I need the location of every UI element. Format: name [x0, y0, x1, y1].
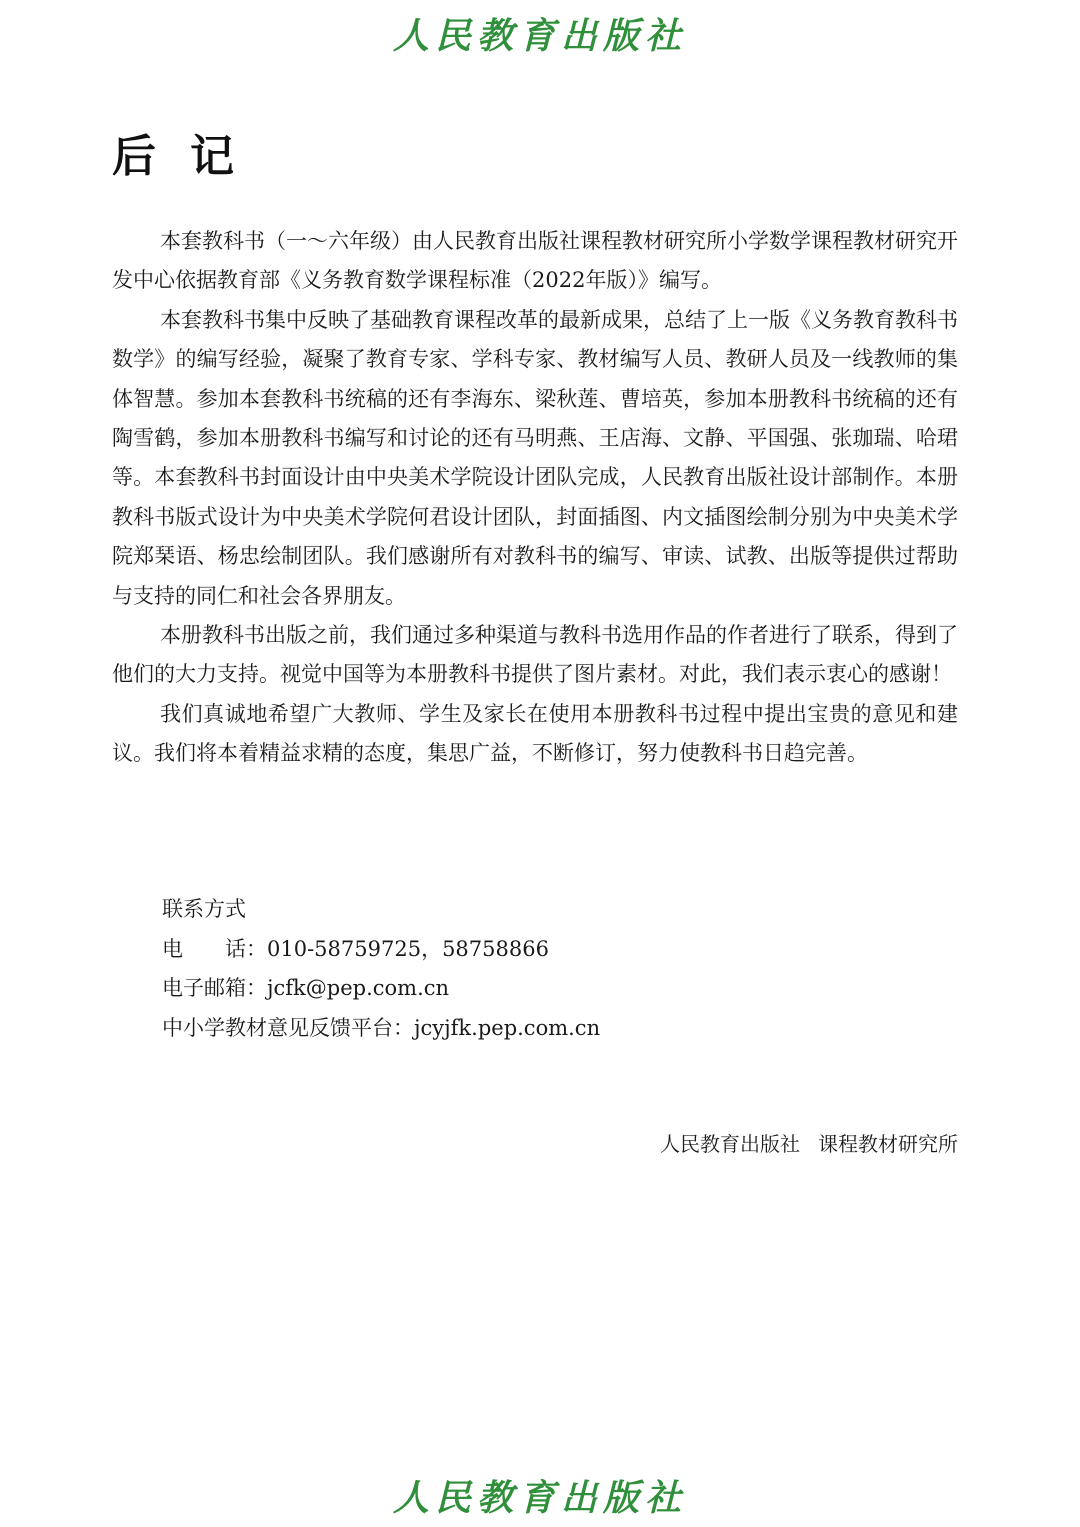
- paragraph-3: 本册教科书出版之前，我们通过多种渠道与教科书选用作品的作者进行了联系，得到了他们的大力支持。视觉中国等为本册教科书提供了图片素材。对此，我们表示衷心的感谢！: [112, 623, 958, 687]
- contact-heading: 联系方式: [162, 897, 246, 921]
- email-label: 电子邮箱：: [162, 976, 267, 1000]
- contact-phone-row: [162, 930, 600, 970]
- afterword-body: [112, 222, 979, 774]
- phone-value: 010-58759725，58758866: [267, 936, 549, 961]
- contact-section: [162, 890, 600, 1048]
- contact-email-row: [162, 969, 600, 1009]
- publisher-logo-footer: 人民教育出版社: [392, 1477, 687, 1519]
- publisher-logo-header: 人民教育出版社: [392, 15, 687, 57]
- signature-institute: 课程教材研究所: [818, 1132, 958, 1156]
- feedback-url[interactable]: jcyjfk.pep.com.cn: [414, 1015, 601, 1040]
- feedback-label: 中小学教材意见反馈平台：: [162, 1015, 414, 1040]
- paragraph-1: 本套教科书（一～六年级）由人民教育出版社课程教材研究所小学数学课程教材研究开发中心依据教育部《义务教育数学课程标准（2022年版）》编写。: [112, 229, 958, 293]
- paragraph-2: 本套教科书集中反映了基础教育课程改革的最新成果，总结了上一版《义务教育教科书 数学》的编写经验，凝聚了教育专家、学科专家、教材编写人员、教研人员及一线教师的集体智慧。参加本套教科书统稿的还有李海东、梁秋莲、曹培英，参加本册教科书统稿的还有陶雪鹤，参加本册教科书编写和讨论的还有马明燕、王店海、文静、平国强、张珈瑞、哈珺等。本套教科书封面设计由中央美术学院设计团队完成，人民教育出版社设计部制作。本册教科书版式设计为中央美术学院何君设计团队，封面插图、内文插图绘制分别为中央美术学院郑琹语、杨忠绘制团队。我们感谢所有对教科书的编写、审读、试教、出版等提供过帮助与支持的同仁和社会各界朋友。: [112, 307, 979, 608]
- page-title: 后记: [112, 131, 268, 182]
- phone-label: 电 话：: [162, 936, 267, 961]
- signature: [660, 1126, 958, 1162]
- contact-feedback-row: [162, 1009, 600, 1049]
- paragraph-4: 我们真诚地希望广大教师、学生及家长在使用本册教科书过程中提出宝贵的意见和建议。我们将本着精益求精的态度，集思广益，不断修订，努力使教科书日趋完善。: [112, 701, 958, 766]
- signature-publisher: 人民教育出版社: [660, 1132, 800, 1156]
- email-value[interactable]: jcfk@pep.com.cn: [267, 976, 450, 1000]
